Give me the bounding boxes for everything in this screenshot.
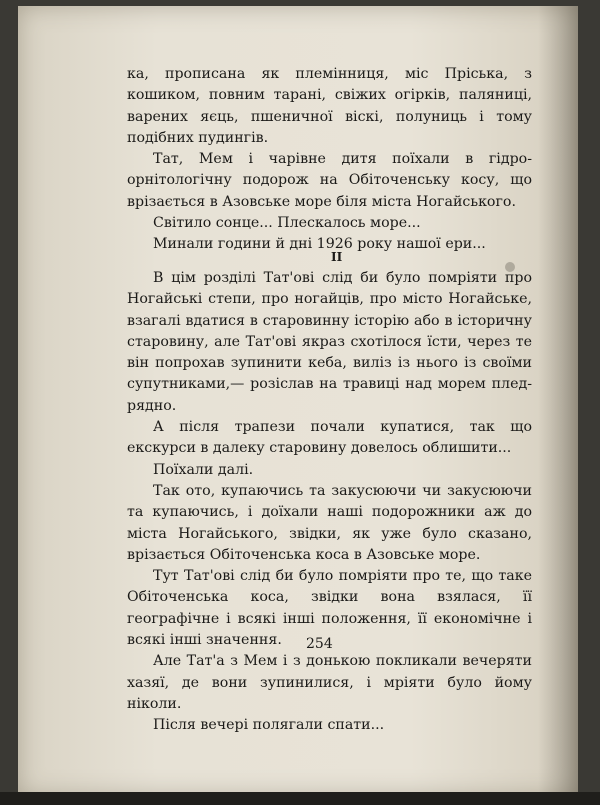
paragraph: Світило сонце... Плескалось море...: [153, 215, 421, 232]
section-heading: II: [331, 250, 343, 264]
paragraph: Але Тат'а з Мем і з донькою покликали вечеряти хазяї, де вони зупинилися, і мріяти було йому ніколи.: [127, 653, 532, 712]
page-number: 254: [306, 636, 333, 652]
paragraph: Так ото, купаючись та закусюючи чи закусюючи та купаючись, і доїхали наші подорожники аж до міста Ногайського, звідки, як уже було сказано, врізається Обіточенська коса в Азовське море.: [127, 482, 532, 563]
paragraph: ка, прописана як племінниця, міс Пріська, з кошиком, повним тарані, свіжих огірків, паляниці, варених яєць, пшеничної віскі, полуниць і тому подібних пудингів.: [127, 66, 532, 146]
paragraph: Після вечері полягали спати...: [153, 717, 385, 734]
bottom-text-block: [127, 268, 532, 737]
page-spine-shadow: [538, 6, 578, 796]
paragraph: Минали години й дні 1926 року нашої ери...: [153, 236, 486, 253]
paragraph: Тат, Мем і чарівне дитя поїхали в гідро-орнітологічну подорож на Обіточенську косу, що врізається в Азовське море біля міста Ногайського.: [127, 151, 532, 210]
paragraph: Поїхали далі.: [153, 461, 254, 478]
scan-border: [0, 792, 600, 805]
paragraph: А після трапези почали купатися, так що екскурси в далеку старовину довелось облишити...: [127, 419, 532, 457]
paragraph: Тут Тат'ові слід би було помріяти про те, що таке Обіточенська коса, звідки вона взялася, її географічне і всякі інші положення, її економічне і всякі інші значення.: [127, 568, 532, 649]
paragraph: В цім розділі Тат'ові слід би було помріяти про Ногайські степи, про ногайців, про місто Ногайське, взагалі вдатися в старовинну історію або в історичну старовину, але Тат'ові якраз схотілося їсти, через те він попрохав зупинити кеба, виліз із нього із своїми супутниками,— розіслав на травиці над морем плед-рядно.: [127, 270, 532, 414]
top-text-block: [127, 64, 532, 256]
